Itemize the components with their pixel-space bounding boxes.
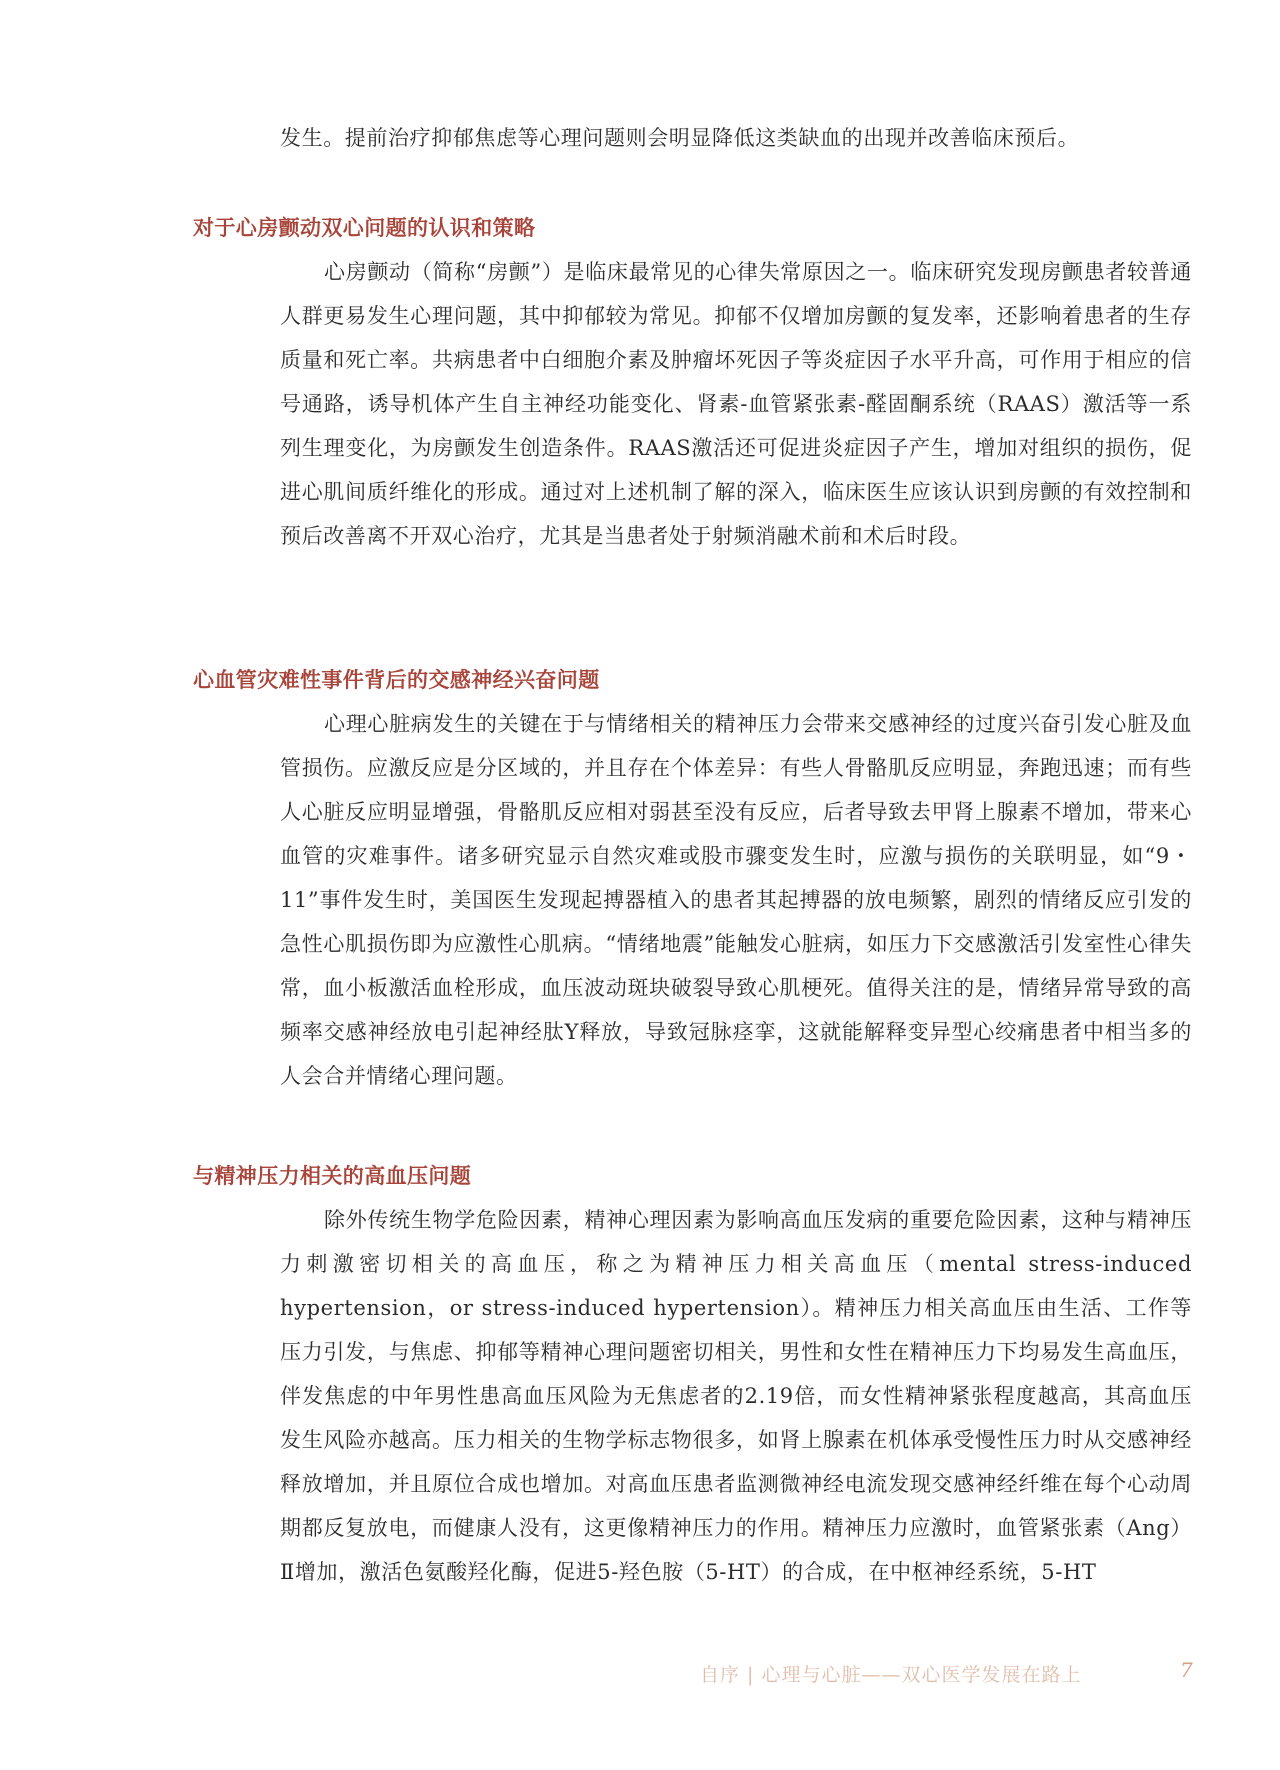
section-heading-sympathetic: 心血管灾难性事件背后的交感神经兴奋问题 <box>193 667 600 692</box>
section-body-sympathetic: 心理心脏病发生的关键在于与情绪相关的精神压力会带来交感神经的过度兴奋引发心脏及血管损伤。应激反应是分区域的，并且存在个体差异：有些人骨骼肌反应明显，奔跑迅速；而有些人心脏反应明显增强，骨骼肌反应相对弱甚至没有反应，后者导致去甲肾上腺素不增加，带来心血管的灾难事件。诸多研究显示自然灾难或股市骤变发生时，应激与损伤的关联明显，如“9・11”事件发生时，美国医生发现起搏器植入的患者其起搏器的放电频繁，剧烈的情绪反应引发的急性心肌损伤即为应激性心肌病。“情绪地震”能触发心脏病，如压力下交感激活引发室性心律失常，血小板激活血栓形成，血压波动斑块破裂导致心肌梗死。值得关注的是，情绪异常导致的高频率交感神经放电引起神经肽Y释放，导致冠脉痉挛，这就能解释变异型心绞痛患者中相当多的人会合并情绪心理问题。 <box>280 712 1192 1088</box>
continuation-paragraph: 发生。提前治疗抑郁焦虑等心理问题则会明显降低这类缺血的出现并改善临床预后。 <box>280 126 1080 150</box>
section-body-atrial-fibrillation: 心房颤动（简称“房颤”）是临床最常见的心律失常原因之一。临床研究发现房颤患者较普通人群更易发生心理问题，其中抑郁较为常见。抑郁不仅增加房颤的复发率，还影响着患者的生存质量和死亡率。共病患者中白细胞介素及肿瘤坏死因子等炎症因子水平升高，可作用于相应的信号通路，诱导机体产生自主神经功能变化、肾素-血管紧张素-醛固酮系统（RAAS）激活等一系列生理变化，为房颤发生创造条件。RAAS激活还可促进炎症因子产生，增加对组织的损伤，促进心肌间质纤维化的形成。通过对上述机制了解的深入，临床医生应该认识到房颤的有效控制和预后改善离不开双心治疗，尤其是当患者处于射频消融术前和术后时段。 <box>280 260 1192 548</box>
running-footer: 自序 | 心理与心脏——双心医学发展在路上 <box>700 1664 1082 1686</box>
section-heading-atrial-fibrillation: 对于心房颤动双心问题的认识和策略 <box>193 215 536 240</box>
section-body-hypertension: 除外传统生物学危险因素，精神心理因素为影响高血压发病的重要危险因素，这种与精神压力刺激密切相关的高血压，称之为精神压力相关高血压（mental stress-induced hypertension，or stress-induced hypertension）。精神压力相关高血压由生活、工作等压力引发，与焦虑、抑郁等精神心理问题密切相关，男性和女性在精神压力下均易发生高血压，伴发焦虑的中年男性患高血压风险为无焦虑者的2.19倍，而女性精神紧张程度越高，其高血压发生风险亦越高。压力相关的生物学标志物很多，如肾上腺素在机体承受慢性压力时从交感神经释放增加，并且原位合成也增加。对高血压患者监测微神经电流发现交感神经纤维在每个心动周期都反复放电，而健康人没有，这更像精神压力的作用。精神压力应激时，血管紧张素（Ang）Ⅱ增加，激活色氨酸羟化酶，促进5-羟色胺（5-HT）的合成，在中枢神经系统，5-HT <box>280 1208 1192 1584</box>
section-heading-hypertension: 与精神压力相关的高血压问题 <box>193 1163 472 1188</box>
page-number: 7 <box>1180 1658 1193 1682</box>
